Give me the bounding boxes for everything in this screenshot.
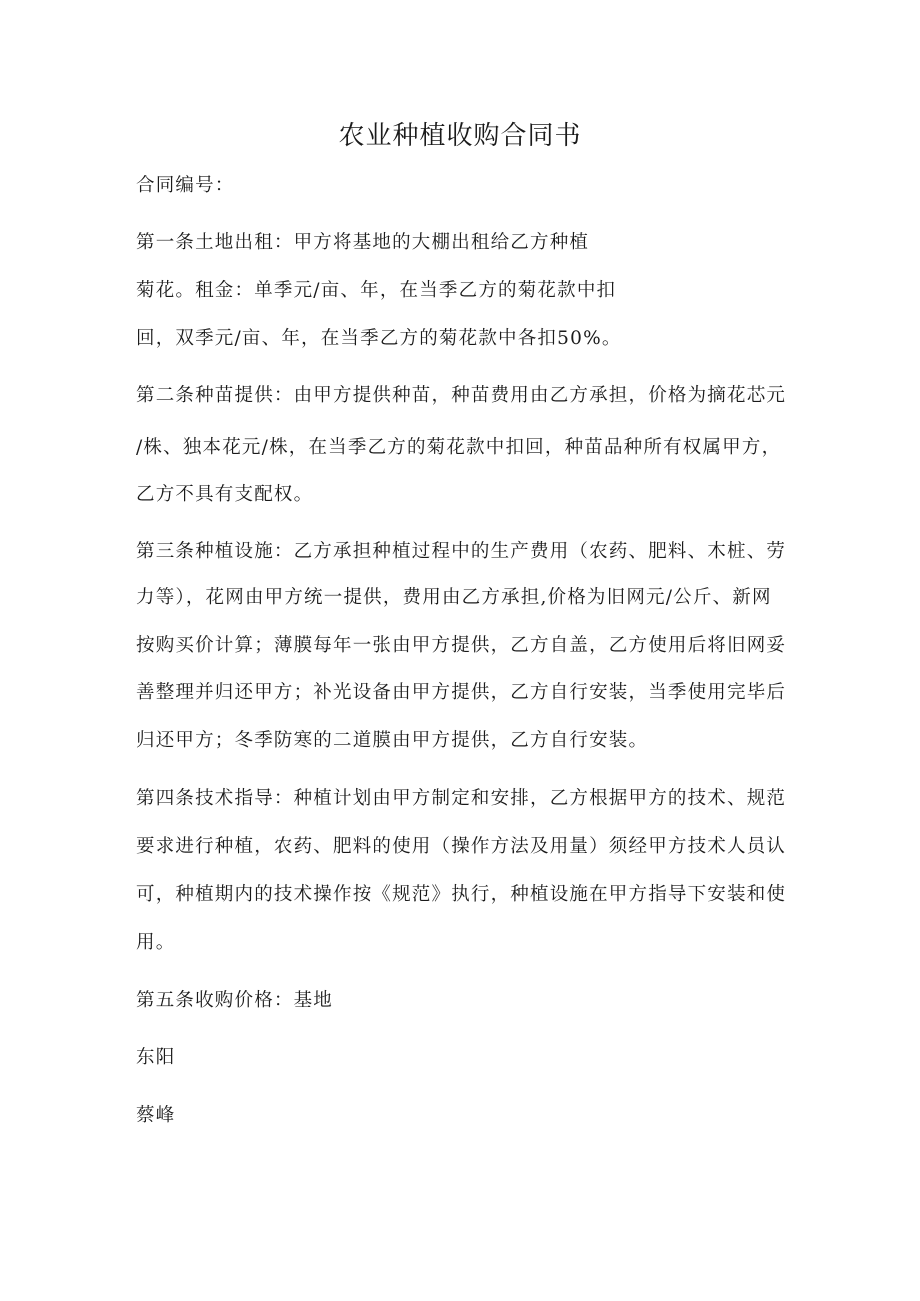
article-2-line-2: /株、独本花元/株，在当季乙方的菊花款中扣回，种苗品种所有权属甲方， [136,437,782,458]
article-4-line-4: 用。 [136,932,176,953]
article-4-line-2: 要求进行种植，农药、肥料的使用（操作方法及用量）须经甲方技术人员认 [136,836,787,857]
article-3-line-3: 按购买价计算；薄膜每年一张由甲方提供，乙方自盖，乙方使用后将旧网妥 [136,635,787,656]
article-3-line-1: 第三条种植设施：乙方承担种植过程中的生产费用（农药、肥料、木桩、劳 [136,541,787,562]
article-4-line-1: 第四条技术指导：种植计划由甲方制定和安排，乙方根据甲方的技术、规范 [136,788,787,809]
article-2-line-3: 乙方不具有支配权。 [136,484,314,505]
article-3-line-4: 善整理并归还甲方；补光设备由甲方提供，乙方自行安装，当季使用完毕后 [136,682,787,703]
article-4-line-3: 可，种植期内的技术操作按《规范》执行，种植设施在甲方指导下安装和使 [136,884,787,905]
contract-number-label: 合同编号： [136,175,235,196]
article-3-line-5: 归还甲方；冬季防寒的二道膜由甲方提供，乙方自行安装。 [136,730,649,751]
person-name: 蔡峰 [136,1105,176,1126]
place-text: 东阳 [136,1047,176,1068]
article-1-line-3: 回，双季元/亩、年，在当季乙方的菊花款中各扣50%。 [136,328,622,349]
article-2-line-1: 第二条种苗提供：由甲方提供种苗，种苗费用由乙方承担，价格为摘花芯元 [136,385,787,406]
document-title: 农业种植收购合同书 [338,121,582,151]
article-3-line-2: 力等），花网由甲方统一提供，费用由乙方承担,价格为旧网元/公斤、新网 [136,587,772,608]
article-1-line-2: 菊花。租金：单季元/亩、年，在当季乙方的菊花款中扣 [136,280,617,301]
article-1-line-1: 第一条土地出租：甲方将基地的大棚出租给乙方种植 [136,232,590,253]
article-5: 第五条收购价格：基地 [136,990,334,1011]
